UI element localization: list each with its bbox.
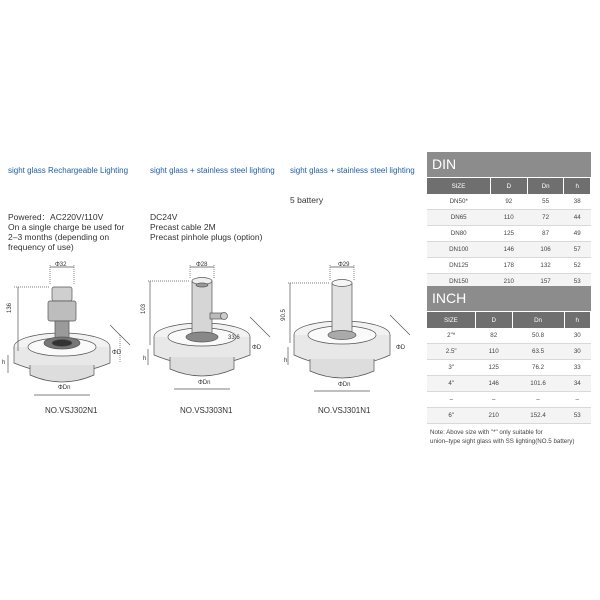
dim-d: ΦD (252, 345, 262, 351)
size-note (430, 428, 595, 446)
dim-height: 136 (7, 302, 14, 314)
table-cell: 178 (490, 258, 527, 274)
table-row (427, 376, 591, 392)
sight-glass-rechargeable-drawing (0, 255, 140, 405)
dim-height: 90.5 (280, 309, 287, 321)
model-number-3: NO.VSJ301N1 (318, 406, 371, 415)
desc-line: On a single charge be used for (8, 222, 125, 232)
desc-line: Powered：AC220V/110V (8, 212, 104, 222)
table-cell: 49 (564, 226, 591, 242)
dim-dn: ΦDn (58, 385, 71, 391)
table-cell: 152.4 (512, 408, 564, 424)
table-cell: 125 (475, 360, 512, 376)
table-cell: – (512, 392, 564, 408)
dim-top-diameter: Φ32 (55, 262, 67, 268)
dim-d: ΦD (396, 345, 406, 351)
dim-height: 103 (141, 303, 148, 315)
desc-line: frequency of use) (8, 242, 74, 252)
dim-h: h (284, 358, 288, 364)
model-number-1: NO.VSJ302N1 (45, 406, 98, 415)
table-cell: 53 (564, 408, 590, 424)
table-cell: 52 (564, 258, 591, 274)
dim-side: 33.6 (228, 335, 240, 341)
table-cell: 110 (490, 210, 527, 226)
table-cell: 76.2 (512, 360, 564, 376)
product-3-description (290, 195, 410, 205)
table-cell: 82 (475, 328, 512, 344)
table-cell: DN125 (427, 258, 490, 274)
table-cell: DN50* (427, 194, 490, 210)
table-cell: – (475, 392, 512, 408)
table-cell: 87 (527, 226, 564, 242)
note-line: union–type sight glass with SS lighting(NO.5 battery) (430, 438, 575, 445)
dim-h: h (2, 360, 6, 366)
dim-d: ΦD (112, 350, 122, 356)
table-cell: 210 (490, 274, 527, 290)
table-cell: 4" (427, 376, 475, 392)
din-col-d: D (490, 178, 527, 194)
inch-table-title: INCH (427, 286, 591, 311)
table-cell: 55 (527, 194, 564, 210)
table-cell: 2.5" (427, 344, 475, 360)
table-cell: 2"* (427, 328, 475, 344)
table-cell: 106 (527, 242, 564, 258)
table-cell: 38 (564, 194, 591, 210)
din-col-dn: Dn (527, 178, 564, 194)
desc-line: 5 battery (290, 195, 324, 205)
table-row (427, 242, 591, 258)
note-line: Note: Above size with "*" only suitable for (430, 429, 543, 436)
table-cell: 63.5 (512, 344, 564, 360)
table-row (427, 210, 591, 226)
product-2-description (150, 212, 280, 242)
table-row (427, 328, 591, 344)
table-cell: 72 (527, 210, 564, 226)
table-row (427, 408, 591, 424)
desc-line: DC24V (150, 212, 178, 222)
table-cell: 50.8 (512, 328, 564, 344)
table-cell: 33 (564, 360, 590, 376)
table-cell: 6" (427, 408, 475, 424)
table-cell: 210 (475, 408, 512, 424)
desc-line: Precast cable 2M (150, 222, 216, 232)
table-cell: 125 (490, 226, 527, 242)
table-row (427, 226, 591, 242)
table-cell: DN100 (427, 242, 490, 258)
table-cell: 146 (490, 242, 527, 258)
dim-top-diameter: Φ29 (338, 262, 350, 268)
din-col-h: h (564, 178, 591, 194)
table-cell: – (564, 392, 590, 408)
din-table-title: DIN (427, 152, 591, 177)
table-cell: 92 (490, 194, 527, 210)
din-table (427, 178, 591, 290)
table-cell: – (427, 392, 475, 408)
table-row (427, 194, 591, 210)
dim-dn: ΦDn (338, 382, 351, 388)
inch-col-d: D (475, 312, 512, 328)
table-cell: 30 (564, 328, 590, 344)
product-3-heading: sight glass + stainless steel lighting (290, 166, 415, 175)
product-2-heading: sight glass + stainless steel lighting (150, 166, 275, 175)
product-1-description (8, 212, 133, 252)
table-cell: 157 (527, 274, 564, 290)
inch-col-h: h (564, 312, 590, 328)
inch-col-size: SIZE (427, 312, 475, 328)
table-cell: 34 (564, 376, 590, 392)
inch-table (427, 312, 591, 424)
table-cell: 146 (475, 376, 512, 392)
table-row (427, 360, 591, 376)
table-cell: 101.6 (512, 376, 564, 392)
table-cell: 57 (564, 242, 591, 258)
table-cell: 110 (475, 344, 512, 360)
dim-top-diameter: Φ28 (196, 262, 208, 268)
table-cell: 53 (564, 274, 591, 290)
table-cell: DN65 (427, 210, 490, 226)
table-cell: DN80 (427, 226, 490, 242)
table-cell: 30 (564, 344, 590, 360)
product-1-heading: sight glass Rechargeable Lighting (8, 166, 129, 175)
dim-dn: ΦDn (198, 380, 211, 386)
table-row (427, 258, 591, 274)
desc-line: 2–3 months (depending on (8, 232, 110, 242)
table-cell: 44 (564, 210, 591, 226)
table-row (427, 392, 591, 408)
desc-line: Precast pinhole plugs (option) (150, 232, 263, 242)
inch-table-panel (427, 286, 591, 424)
inch-col-dn: Dn (512, 312, 564, 328)
table-cell: 3" (427, 360, 475, 376)
dim-h: h (143, 356, 147, 362)
model-number-2: NO.VSJ303N1 (180, 406, 233, 415)
din-col-size: SIZE (427, 178, 490, 194)
din-table-panel (427, 152, 591, 290)
table-row (427, 344, 591, 360)
table-cell: DN150 (427, 274, 490, 290)
table-cell: 132 (527, 258, 564, 274)
